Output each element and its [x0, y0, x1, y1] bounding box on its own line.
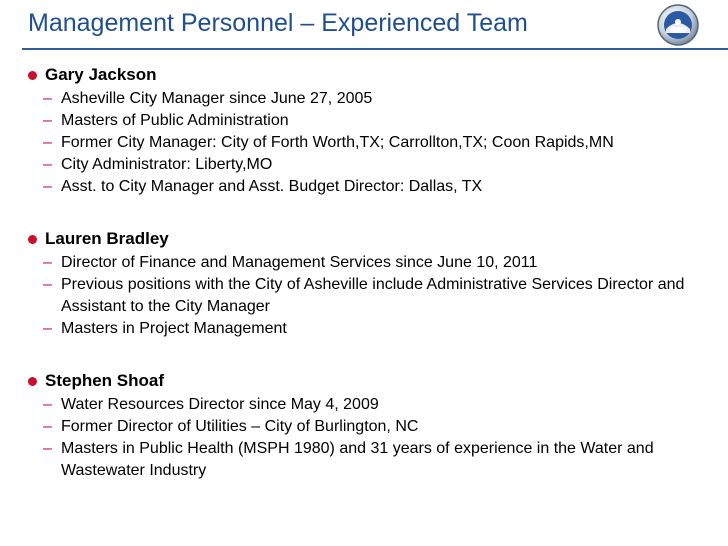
dash-marker: –: [43, 90, 52, 107]
detail-list: [28, 252, 718, 340]
dash-marker: –: [43, 276, 52, 293]
detail-item: – Asst. to City Manager and Asst. Budget Director: Dallas, TX: [28, 176, 718, 198]
detail-item: – City Administrator: Liberty,MO: [28, 154, 718, 176]
detail-item: – Masters in Public Health (MSPH 1980) and 31 years of experience in the Water and Wastewater Industry: [43, 440, 654, 479]
detail-item: – Asheville City Manager since June 27, 2005: [28, 88, 718, 110]
person-stephen-shoaf: [28, 370, 718, 482]
detail-item: – Former Director of Utilities – City of Burlington, NC: [28, 416, 718, 438]
city-seal-icon: [654, 3, 702, 47]
person-gary-jackson: [28, 64, 718, 198]
detail-list: [28, 394, 718, 482]
detail-item: – Water Resources Director since May 4, 2009: [28, 394, 718, 416]
detail-item: – Previous positions with the City of Asheville include Administrative Services Director and Assistant to the City Manager: [43, 276, 685, 315]
slide-title: Management Personnel – Experienced Team: [28, 9, 528, 37]
dash-marker: –: [43, 320, 52, 337]
dash-marker: –: [43, 396, 52, 413]
person-name: Stephen Shoaf: [45, 371, 165, 390]
person-lauren-bradley: [28, 228, 718, 340]
dash-marker: –: [43, 440, 52, 457]
person-name: Gary Jackson: [45, 65, 157, 84]
bullet-dot: [28, 235, 37, 244]
detail-item: – Former City Manager: City of Forth Worth,TX; Carrollton,TX; Coon Rapids,MN: [28, 132, 718, 154]
dash-marker: –: [43, 178, 52, 195]
detail-list: [28, 88, 718, 198]
dash-marker: –: [43, 134, 52, 151]
dash-marker: –: [43, 156, 52, 173]
person-name: Lauren Bradley: [45, 229, 169, 248]
bullet-dot: [28, 377, 37, 386]
dash-marker: –: [43, 112, 52, 129]
detail-item: – Masters in Project Management: [28, 318, 718, 340]
bullet-dot: [28, 71, 37, 80]
dash-marker: –: [43, 418, 52, 435]
title-divider: [22, 48, 728, 50]
detail-item: – Director of Finance and Management Services since June 10, 2011: [28, 252, 718, 274]
slide-body: [28, 64, 718, 482]
dash-marker: –: [43, 254, 52, 271]
detail-item: – Masters of Public Administration: [28, 110, 718, 132]
